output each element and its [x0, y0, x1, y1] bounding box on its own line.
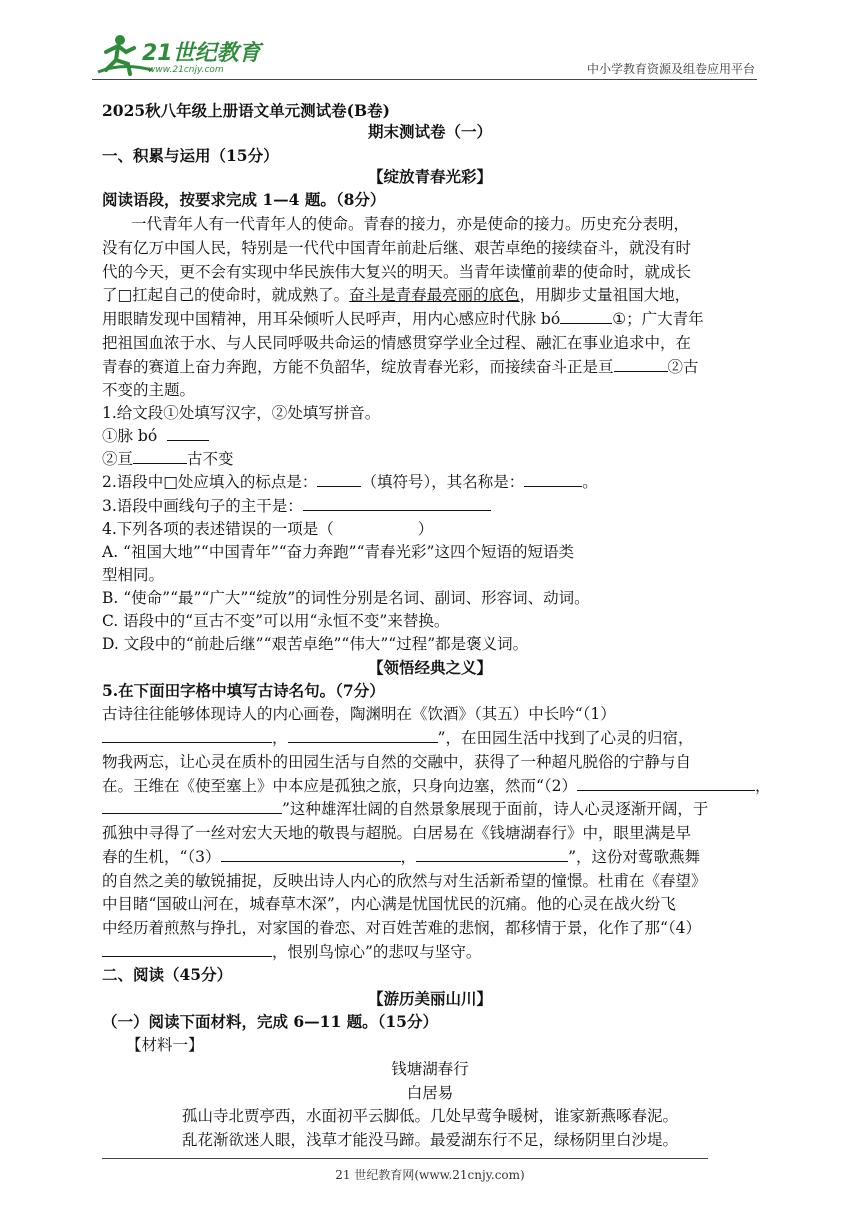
footer-text: 21 世纪教育网(www.21cnjy.com) [335, 1168, 525, 1182]
question-1: 1.给文段①处填写汉字，②处填写拼音。 [102, 404, 381, 422]
passage-line: 没有亿万中国人民，特别是一代代中国青年前赴后继、艰苦卓绝的接续奋斗，就没有时 [102, 239, 692, 257]
answer-blank-2b[interactable] [524, 470, 582, 487]
poem-line: 孤山寺北贾亭西，水面初平云脚低。几处早莺争暖树，谁家新燕啄春泥。 [181, 1107, 678, 1125]
option-a-cont: 型相同。 [102, 566, 165, 584]
passage-line: 了□扛起自己的使命时，就成熟了。奋斗是青春最亮丽的底色，用脚步丈量祖国大地， [102, 286, 691, 304]
poem-blank-2b[interactable] [102, 797, 282, 814]
answer-blank-2a[interactable] [317, 470, 361, 487]
passage-line: 把祖国血浓于水、与人民同呼吸共命运的情感贯穿学业全过程、融汇在事业追求中，在 [102, 334, 692, 352]
exam-title: 2025秋八年级上册语文单元测试卷(B卷) [102, 101, 390, 120]
blank-1[interactable] [560, 307, 612, 324]
footer-divider [102, 1158, 708, 1159]
poem-blank-3b[interactable] [416, 845, 568, 862]
q5-line: 中目睹“国破山河在，城春草木深”，内心满是忧国忧民的沉痛。他的心灵在战火纷飞 [102, 895, 676, 913]
instruction-1: 阅读语段，按要求完成 1—4 题。（8分） [102, 190, 386, 209]
q5-line: ，恨别鸟惊心”的悲叹与坚守。 [102, 940, 481, 964]
poem-blank-1b[interactable] [288, 726, 438, 743]
poem-blank-3a[interactable] [221, 845, 401, 862]
logo [92, 30, 267, 78]
question-2: 2.语段中□处应填入的标点是： （填符号），其名称是： 。 [102, 470, 598, 494]
header-platform-text: 中小学教育资源及组卷应用平台 [586, 62, 755, 76]
answer-blank-1b[interactable] [133, 447, 187, 464]
poem-blank-2a[interactable] [577, 774, 755, 791]
q5-line: 孤独中寻得了一丝对宏大天地的敬畏与超脱。白居易在《钱塘湖春行》中，眼里满是早 [102, 824, 692, 842]
poem-author: 白居易 [406, 1084, 454, 1102]
header-divider [92, 79, 757, 80]
question-1a: ①脉 bó [102, 424, 209, 448]
material-label: 【材料一】 [126, 1036, 204, 1054]
answer-blank-1a[interactable] [167, 424, 209, 441]
option-b: B. “使命”“最”“广大”“绽放”的词性分别是名词、副词、形容词、动词。 [102, 589, 590, 607]
q5-line: ， ”，在田园生活中找到了心灵的归宿， [102, 726, 693, 750]
blank-2[interactable] [614, 355, 668, 372]
logo-text: 21世纪教育 [142, 41, 261, 66]
poem-line: 乱花渐欲迷人眼，浅草才能没马蹄。最爱湖东行不足，绿杨阴里白沙堤。 [181, 1131, 678, 1149]
question-1b: ②亘 古不变 [102, 447, 234, 471]
option-c: C. 语段中的“亘古不变”可以用“永恒不变”来替换。 [102, 612, 450, 630]
question-4: 4.下列各项的表述错误的一项是（ ） [102, 520, 434, 538]
part-heading-1: （一）阅读下面材料，完成 6—11 题。（15分） [102, 1012, 438, 1031]
theme-heading-2: 【领悟经典之义】 [367, 658, 492, 677]
q5-line: 春的生机，“（3） ， ”，这份对莺歌燕舞 [102, 845, 700, 869]
section-heading-2: 二、阅读（45分） [102, 965, 233, 984]
passage-line: 一代青年人有一代青年人的使命。青春的接力，亦是使命的接力。历史充分表明， [131, 215, 690, 233]
q5-line: 物我两忘，让心灵在质朴的田园生活与自然的交融中，获得了一种超凡脱俗的宁静与自 [102, 753, 692, 771]
option-a: A. “祖国大地”“中国青年”“奋力奔跑”“青春光彩”这四个短语的短语类 [102, 543, 574, 561]
q5-line: 在。王维在《使至塞上》中本应是孤独之旅，只身向边塞，然而“（2） ， [102, 774, 771, 798]
passage-line: 代的今天，更不会有实现中华民族伟大复兴的明天。当青年读懂前辈的使命时，就成长 [102, 263, 692, 281]
paper-title: 期末测试卷（一） [367, 122, 492, 141]
q5-line: 中经历着煎熬与挣扎，对家国的眷恋、对百姓苦难的悲悯，都移情于景，化作了那“（4） [102, 919, 702, 937]
poem-title: 钱塘湖春行 [391, 1060, 469, 1078]
underlined-sentence: 奋斗是青春最亮丽的底色 [349, 286, 520, 304]
q5-line: 古诗往往能够体现诗人的内心画卷，陶渊明在《饮酒》（其五）中长吟“（1） [102, 705, 616, 723]
q5-line: 的自然之美的敏锐捕捉，反映出诗人内心的欣然与对生活新希望的憧憬。杜甫在《春望》 [102, 872, 707, 890]
poem-blank-1a[interactable] [102, 726, 272, 743]
passage-line: 青春的赛道上奋力奔跑，方能不负韶华，绽放青春光彩，而接续奋斗正是亘 ②古 [102, 355, 699, 379]
theme-heading-1: 【绽放青春光彩】 [367, 167, 492, 186]
logo-url: www.21cnjy.com [148, 65, 224, 75]
passage-line: 用眼睛发现中国精神，用耳朵倾听人民呼声，用内心感应时代脉 bó ①；广大青年 [102, 307, 704, 331]
question-3: 3.语段中画线句子的主干是： [102, 494, 491, 518]
passage-line: 不变的主题。 [102, 381, 196, 399]
section-heading-1: 一、积累与运用（15分） [102, 146, 279, 165]
answer-blank-3[interactable] [303, 494, 491, 511]
question-5: 5.在下面田字格中填写古诗名句。（7分） [102, 681, 385, 700]
q5-line: ”这种雄浑壮阔的自然景象展现于面前，诗人心灵逐渐开阔，于 [102, 797, 708, 821]
theme-heading-3: 【游历美丽山川】 [367, 989, 492, 1008]
option-d: D. 文段中的“前赴后继”“艰苦卓绝”“伟大”“过程”都是褒义词。 [102, 635, 529, 653]
poem-blank-4[interactable] [102, 940, 272, 957]
